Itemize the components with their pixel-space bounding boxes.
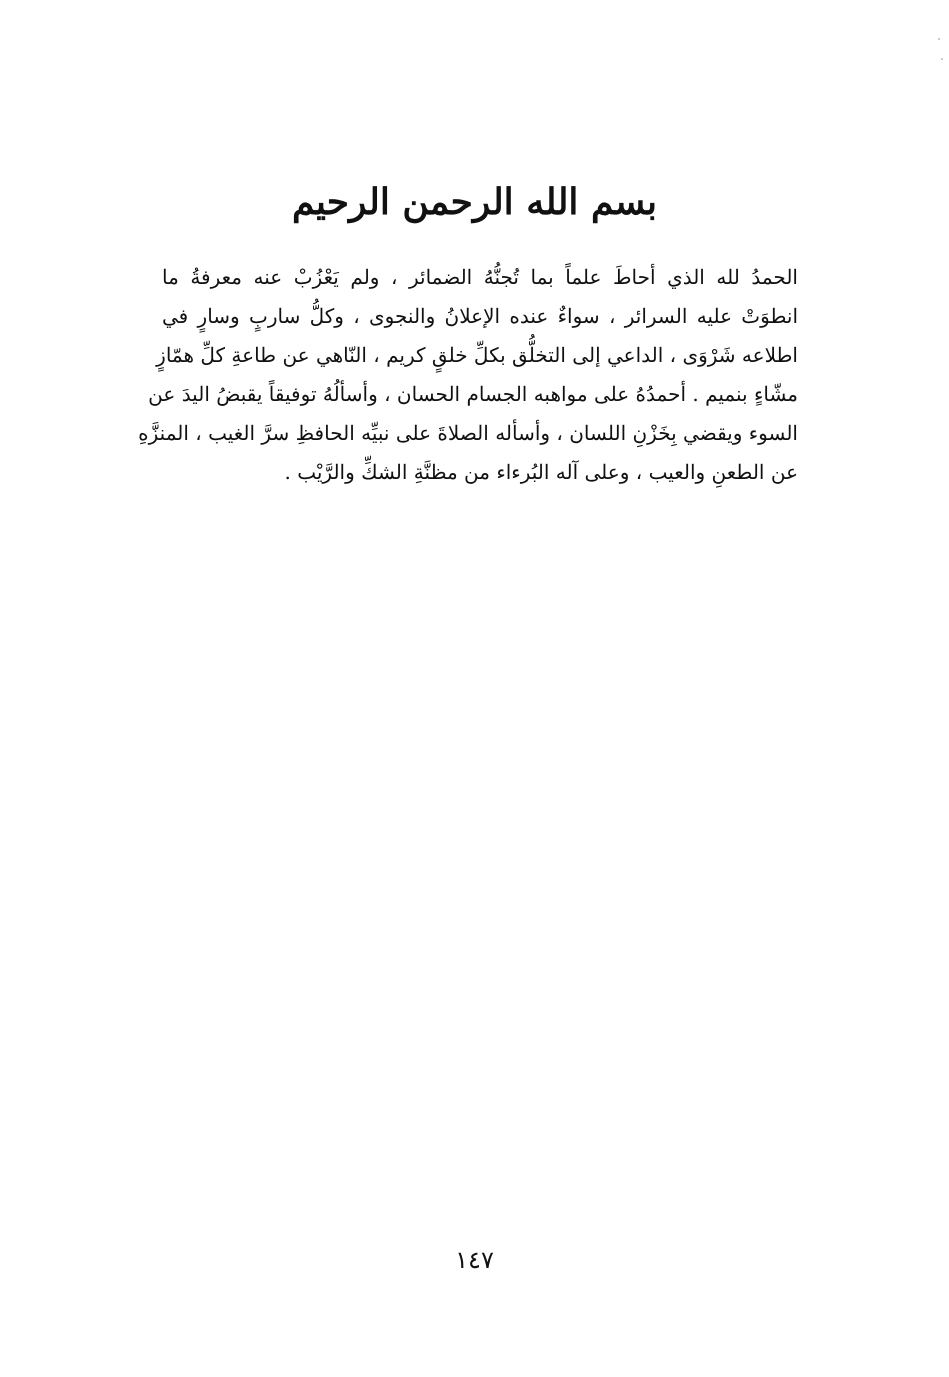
paragraph-line: الحمدُ لله الذي أحاطَ علماً بما تُجنُّهُ الضمائر ، ولم يَعْزُبْ عنه معرفةُ ما — [162, 265, 798, 289]
page-number: ١٤٧ — [455, 1246, 494, 1274]
paragraph-line: مشّاءٍ بنميم . أحمدُهُ على مواهبه الجسام الحسان ، وأسألُهُ توفيقاً يقبضُ اليدَ عن — [148, 382, 798, 406]
opening-paragraph — [138, 258, 798, 492]
paragraph-line: السوء ويقضي بِخَزْنِ اللسان ، وأسأله الصلاةَ على نبيِّه الحافظِ سرَّ الغيب ، المنزَّهِ — [138, 421, 798, 445]
basmala-heading: بسم الله الرحمن الرحيم — [291, 181, 658, 223]
paragraph-line: عن الطعنِ والعيب ، وعلى آله البُرءاء من مظنَّةِ الشكِّ والرَّيْب . — [284, 460, 798, 484]
paragraph-line: انطوَتْ عليه السرائر ، سواءٌ عنده الإعلانُ والنجوى ، وكلُّ ساربٍ وسارٍ في — [162, 304, 798, 328]
margin-speck — [938, 38, 940, 40]
paragraph-line: اطلاعه شَرْوَى ، الداعي إلى التخلُّق بكلِّ خلقٍ كريم ، النّاهي عن طاعةِ كلِّ همّازٍ — [156, 343, 798, 367]
margin-speck — [941, 58, 943, 60]
